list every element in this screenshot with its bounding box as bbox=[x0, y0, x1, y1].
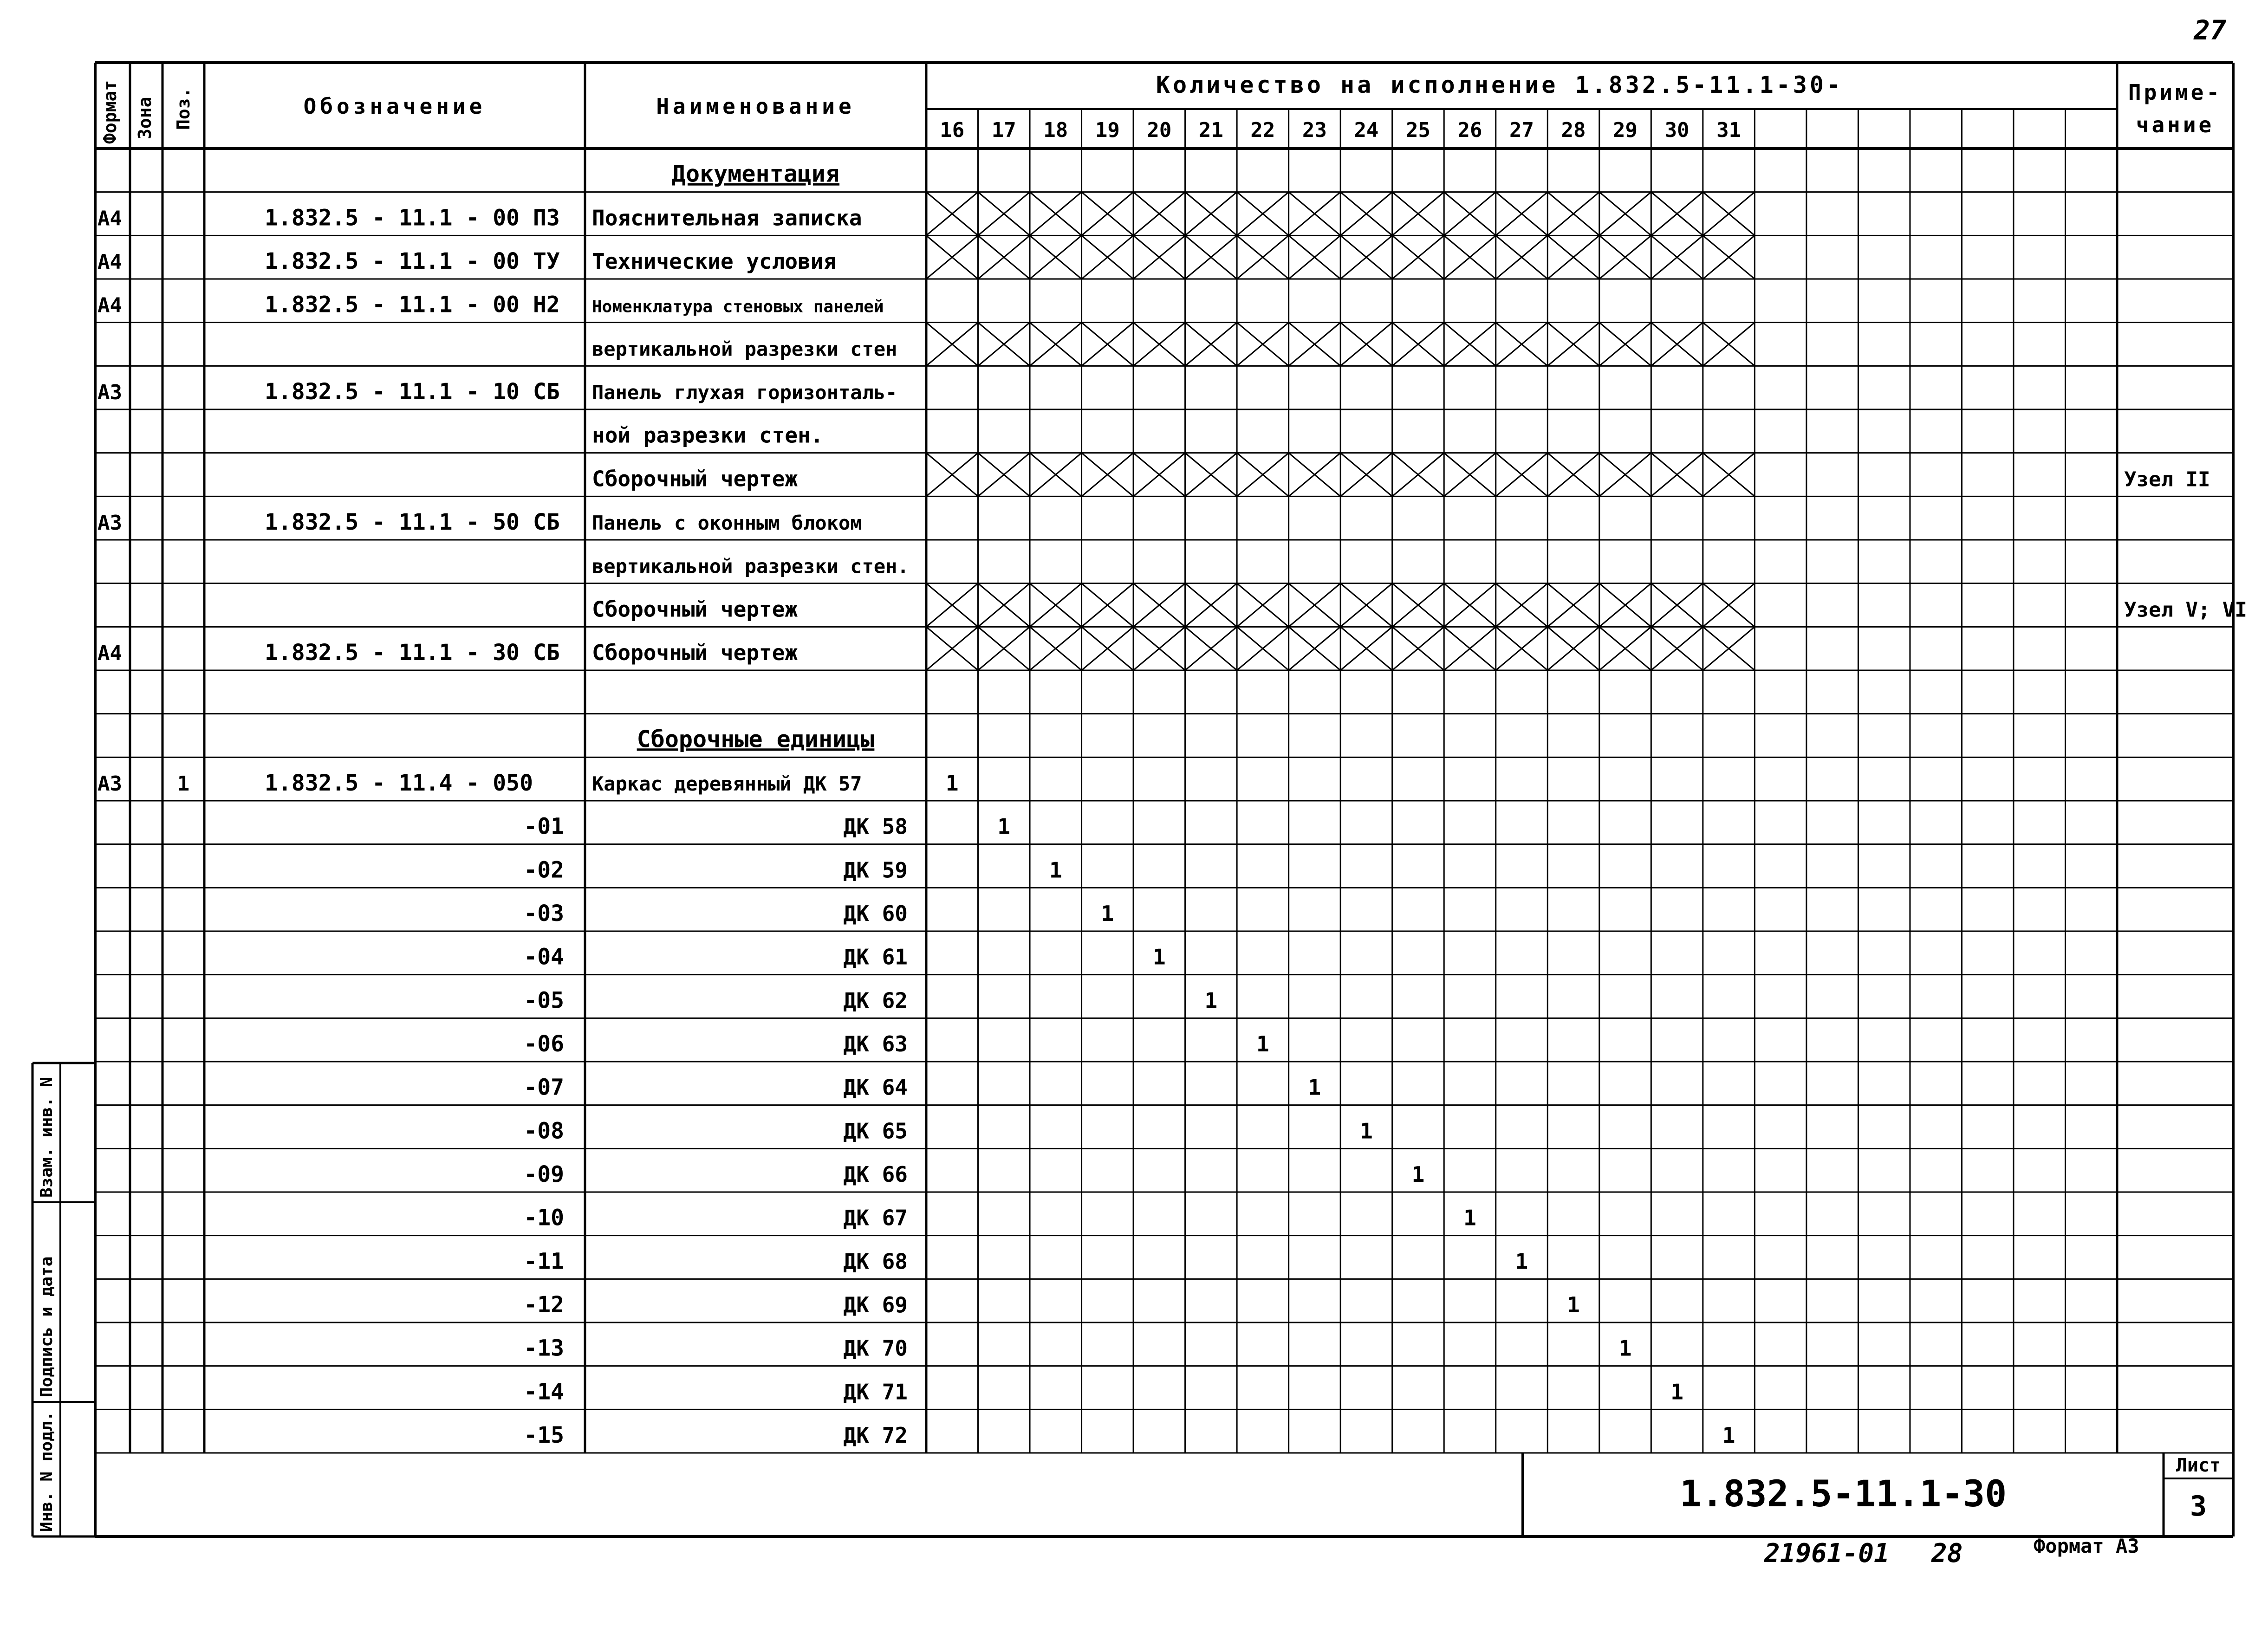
quantity-value: 1 bbox=[1256, 1031, 1269, 1057]
row-designation: -02 bbox=[524, 857, 564, 883]
row-name: ной разрезки стен. bbox=[592, 422, 824, 448]
row-designation: -14 bbox=[524, 1379, 564, 1405]
row-designation: -03 bbox=[524, 901, 564, 927]
quantity-value: 1 bbox=[1670, 1379, 1683, 1405]
row-name: ДК 58 bbox=[843, 814, 908, 839]
row-note: Узел V; VI bbox=[2124, 598, 2247, 622]
row-name: ДК 61 bbox=[843, 944, 908, 970]
row-name: Пояснительная записка bbox=[592, 205, 862, 231]
row-name: Панель глухая горизонталь- bbox=[592, 381, 897, 404]
row-designation: 1.832.5 - 11.1 - 10 СБ bbox=[265, 379, 560, 405]
row-designation: -09 bbox=[524, 1161, 564, 1187]
row-name: ДК 65 bbox=[843, 1118, 908, 1144]
row-designation: 1.832.5 - 11.4 - 050 bbox=[265, 770, 533, 796]
row-name: ДК 71 bbox=[843, 1379, 908, 1405]
row-format: А4 bbox=[97, 293, 122, 318]
variant-number: 30 bbox=[1664, 118, 1690, 142]
quantity-value: 1 bbox=[1618, 1335, 1632, 1361]
section-heading: Документация bbox=[671, 160, 840, 188]
row-designation: 1.832.5 - 11.1 - 50 СБ bbox=[265, 509, 560, 535]
page-number: 27 bbox=[2194, 14, 2226, 46]
row-name: ДК 67 bbox=[843, 1205, 908, 1231]
quantity-value: 1 bbox=[1204, 988, 1218, 1013]
row-name: Номенклатура стеновых панелей bbox=[592, 297, 884, 317]
row-designation: -12 bbox=[524, 1292, 564, 1318]
row-designation: -15 bbox=[524, 1422, 564, 1448]
quantity-value: 1 bbox=[1308, 1075, 1321, 1100]
row-position: 1 bbox=[177, 772, 190, 796]
row-designation: -13 bbox=[524, 1335, 564, 1361]
row-name: ДК 64 bbox=[843, 1075, 908, 1100]
row-name: ДК 62 bbox=[843, 988, 908, 1013]
row-format: А4 bbox=[97, 207, 122, 231]
variant-number: 17 bbox=[991, 118, 1016, 142]
row-name: вертикальной разрезки стен. bbox=[592, 555, 909, 578]
section-heading: Сборочные единицы bbox=[637, 726, 875, 753]
variant-number: 27 bbox=[1509, 118, 1534, 142]
variant-number: 18 bbox=[1043, 118, 1068, 142]
quantity-value: 1 bbox=[1101, 901, 1114, 926]
row-name: ДК 69 bbox=[843, 1292, 908, 1317]
row-name: Сборочный чертеж bbox=[592, 466, 798, 492]
row-format: А3 bbox=[97, 511, 122, 535]
row-name: Сборочный чертеж bbox=[592, 640, 798, 665]
variant-number: 25 bbox=[1405, 118, 1430, 142]
quantity-value: 1 bbox=[1360, 1118, 1373, 1144]
row-name: Каркас деревянный ДК 57 bbox=[592, 772, 862, 795]
row-designation: -07 bbox=[524, 1074, 564, 1101]
row-format: А4 bbox=[97, 250, 122, 274]
row-name: ДК 60 bbox=[843, 901, 908, 926]
variant-number: 21 bbox=[1198, 118, 1223, 142]
variant-number: 31 bbox=[1716, 118, 1742, 142]
quantity-value: 1 bbox=[1152, 944, 1166, 970]
row-format: А4 bbox=[97, 642, 122, 665]
variant-number: 20 bbox=[1147, 118, 1172, 142]
row-name: ДК 66 bbox=[843, 1162, 908, 1187]
format-note: Формат А3 bbox=[2034, 1535, 2139, 1557]
row-designation: -04 bbox=[524, 944, 564, 970]
variant-number: 24 bbox=[1354, 118, 1379, 142]
stamp-replacement: Взам. инв. N bbox=[37, 1076, 56, 1198]
row-designation: 1.832.5 - 11.1 - 00 ПЗ bbox=[265, 205, 560, 231]
row-name: Сборочный чертеж bbox=[592, 596, 798, 622]
row-designation: 1.832.5 - 11.1 - 30 СБ bbox=[265, 640, 560, 666]
archive-number: 21961-01 bbox=[1764, 1538, 1890, 1569]
variant-number: 29 bbox=[1613, 118, 1638, 142]
row-designation: -11 bbox=[524, 1248, 564, 1275]
row-format: А3 bbox=[97, 772, 122, 796]
quantity-value: 1 bbox=[945, 771, 959, 796]
quantity-value: 1 bbox=[1411, 1162, 1425, 1187]
stamp-inventory: Инв. N подл. bbox=[37, 1411, 56, 1532]
row-name: ДК 59 bbox=[843, 857, 908, 883]
quantity-value: 1 bbox=[1463, 1205, 1476, 1231]
header-position: Поз. bbox=[173, 87, 194, 130]
quantity-value: 1 bbox=[997, 814, 1011, 839]
row-designation: 1.832.5 - 11.1 - 00 Н2 bbox=[265, 292, 560, 318]
row-name: ДК 70 bbox=[843, 1335, 908, 1361]
variant-number: 16 bbox=[940, 118, 965, 142]
row-designation: -08 bbox=[524, 1118, 564, 1144]
row-name: Технические условия bbox=[592, 249, 837, 274]
variant-number: 19 bbox=[1095, 118, 1120, 142]
row-name: вертикальной разрезки стен bbox=[592, 337, 897, 361]
document-code: 1.832.5-11.1-30 bbox=[1679, 1473, 2007, 1515]
row-name: ДК 63 bbox=[843, 1031, 908, 1057]
variant-number: 28 bbox=[1561, 118, 1586, 142]
header-quantity: Количество на исполнение 1.832.5-11.1-30- bbox=[1156, 71, 1844, 98]
sheet-number: 3 bbox=[2190, 1490, 2207, 1523]
row-designation: -05 bbox=[524, 987, 564, 1014]
row-format: А3 bbox=[97, 381, 122, 404]
header-note: Приме- bbox=[2128, 80, 2223, 105]
quantity-value: 1 bbox=[1515, 1249, 1528, 1274]
variant-number: 23 bbox=[1302, 118, 1327, 142]
header-name: Наименование bbox=[656, 94, 855, 119]
row-name: ДК 72 bbox=[843, 1423, 908, 1448]
header-designation: Обозначение bbox=[303, 94, 486, 119]
header-zone: Зона bbox=[135, 97, 155, 139]
row-name: Панель с оконным блоком bbox=[592, 512, 862, 534]
header-note: чание bbox=[2136, 112, 2215, 137]
quantity-value: 1 bbox=[1722, 1423, 1735, 1448]
row-designation: -01 bbox=[524, 813, 564, 840]
variant-number: 26 bbox=[1457, 118, 1482, 142]
variant-number: 22 bbox=[1250, 118, 1275, 142]
row-note: Узел II bbox=[2124, 467, 2210, 492]
row-designation: -10 bbox=[524, 1205, 564, 1231]
quantity-value: 1 bbox=[1567, 1292, 1580, 1317]
row-name: ДК 68 bbox=[843, 1249, 908, 1274]
sheet-label: Лист bbox=[2176, 1455, 2221, 1476]
bottom-page-number: 28 bbox=[1931, 1538, 1963, 1569]
stamp-signature: Подпись и дата bbox=[37, 1256, 56, 1397]
row-designation: -06 bbox=[524, 1031, 564, 1057]
row-designation: 1.832.5 - 11.1 - 00 ТУ bbox=[265, 248, 560, 274]
quantity-value: 1 bbox=[1049, 857, 1062, 883]
header-format: Формат bbox=[100, 80, 120, 144]
